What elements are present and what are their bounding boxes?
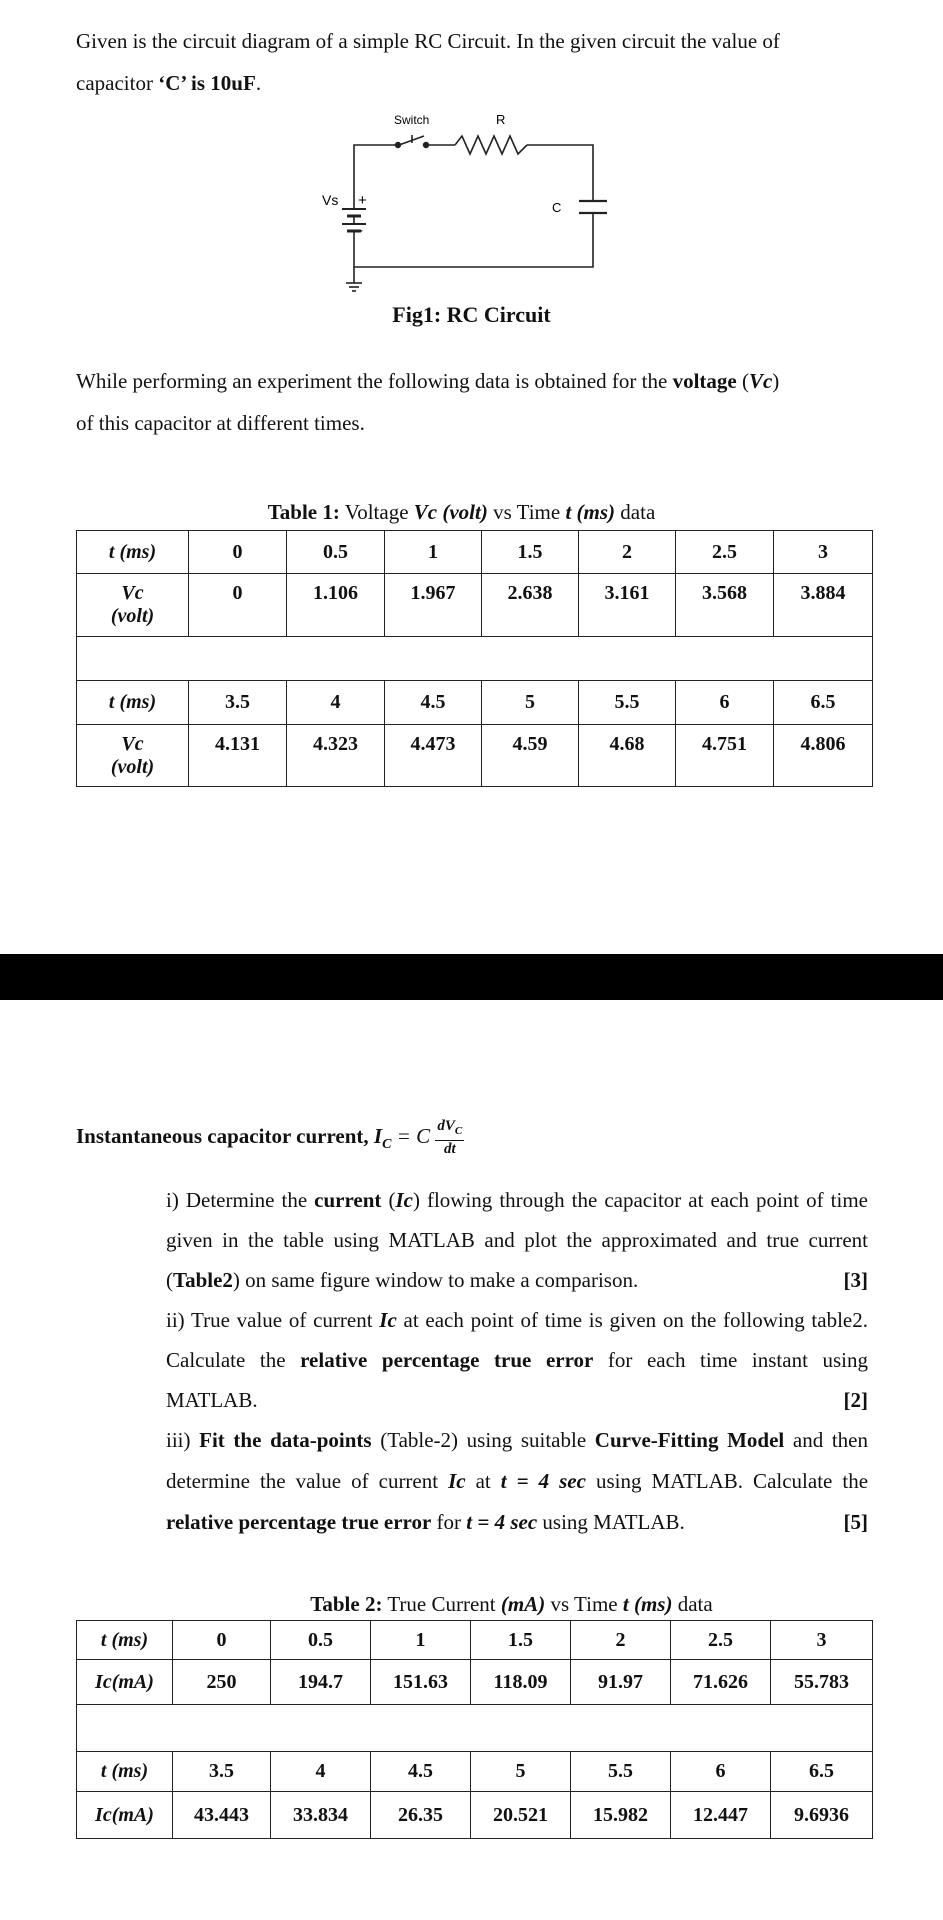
data-paragraph	[76, 360, 868, 444]
table1-voltage-header-1	[77, 574, 189, 637]
table2-caption-text: True Current	[382, 1592, 501, 1616]
q1-marks: [3]	[843, 1268, 868, 1292]
table2-cell: 5.5	[571, 1752, 671, 1792]
table2-spacer-row	[77, 1705, 873, 1752]
table1-cell: 0	[189, 531, 287, 574]
table1-cell: 2.638	[482, 574, 579, 637]
q1-table2: Table2	[173, 1268, 233, 1292]
vc-symbol: Vc	[748, 369, 773, 393]
q2-text-e: for each time instant using MATLAB.	[166, 1348, 868, 1412]
table1-row-voltage-2	[77, 725, 873, 787]
table1-cell: 4	[287, 681, 385, 725]
formula-heading-text: Instantaneous capacitor current,	[76, 1123, 374, 1148]
q3-text-m: using MATLAB.	[537, 1510, 685, 1534]
switch-label: Switch	[394, 113, 430, 127]
figure-caption: Fig1: RC Circuit	[392, 302, 551, 327]
q3-marks: [5]	[843, 1510, 868, 1534]
table2-caption-ma: (mA)	[500, 1592, 546, 1616]
table1-cell: 3.161	[579, 574, 676, 637]
q2-text-a: ii) True value of current	[166, 1308, 380, 1332]
table1	[76, 530, 873, 787]
vs-label: Vs	[322, 192, 339, 208]
table2-time-header-1: t (ms)	[77, 1621, 173, 1660]
table1-caption-vc: Vc	[413, 500, 438, 524]
table1-cell: 4.59	[482, 725, 579, 787]
vc-header: Vc	[121, 582, 144, 604]
table1-cell: 1.106	[287, 574, 385, 637]
table2-cell: 4	[271, 1752, 371, 1792]
table2-cell: 1.5	[471, 1621, 571, 1660]
formula-numerator	[435, 1118, 464, 1141]
q2-marks: [2]	[843, 1388, 868, 1412]
table2-caption	[0, 1592, 943, 1617]
table2-caption-label: Table 2:	[310, 1592, 383, 1616]
question-2	[166, 1300, 868, 1420]
table1-spacer-row	[77, 637, 873, 681]
minus-sign: -	[358, 222, 363, 239]
q3-text-c: (Table-2) using suitable	[371, 1428, 595, 1452]
table1-caption-vs: vs Time	[487, 500, 566, 524]
table2-row-current-2	[77, 1792, 873, 1839]
q3-text-k: for	[431, 1510, 467, 1534]
paren-open: (	[736, 369, 749, 393]
table1-time-header-2: t (ms)	[77, 681, 189, 725]
table2-cell: 43.443	[173, 1792, 271, 1839]
q3-ic: Ic	[448, 1469, 466, 1493]
plus-sign: +	[358, 192, 367, 209]
table2-cell: 250	[173, 1660, 271, 1705]
table1-caption-t: t	[565, 500, 572, 524]
q3-model-phrase: Curve-Fitting Model	[594, 1428, 785, 1452]
table2-cell: 5	[471, 1752, 571, 1792]
table2-time-header-2: t (ms)	[77, 1752, 173, 1792]
table1-caption-volt: (volt)	[437, 500, 488, 524]
table1-cell: 1.967	[385, 574, 482, 637]
table1-cell: 0.5	[287, 531, 385, 574]
formula-denominator: dt	[443, 1141, 456, 1157]
data-paragraph-line-2: of this capacitor at different times.	[76, 411, 365, 435]
table1-cell: 4.131	[189, 725, 287, 787]
table2-caption-ms: (ms)	[628, 1592, 673, 1616]
q1-ic: Ic	[395, 1188, 413, 1212]
ground-icon	[346, 283, 362, 291]
table2-cell: 118.09	[471, 1660, 571, 1705]
q2-text-c: at each point of time is given on the following table2. Calculate the	[166, 1308, 868, 1372]
table1-spacer-cell	[77, 637, 873, 681]
table2-cell: 26.35	[371, 1792, 471, 1839]
table1-cell: 3	[774, 531, 873, 574]
table2-cell: 6.5	[771, 1752, 873, 1792]
table2-cell: 3.5	[173, 1752, 271, 1792]
table2-cell: 0	[173, 1621, 271, 1660]
table2-caption-vs: vs Time	[545, 1592, 623, 1616]
table1-cell: 4.806	[774, 725, 873, 787]
switch-icon	[396, 135, 429, 147]
q1-text-g: ) on same figure window to make a comparison.	[232, 1268, 639, 1292]
table1-cell: 4.751	[676, 725, 774, 787]
q1-text-e: ) flowing through the capacitor at each point of time given in the table using MATLAB and plot the approximated and true current (	[166, 1188, 868, 1292]
table2-cell: 9.6936	[771, 1792, 873, 1839]
table1-cell: 6	[676, 681, 774, 725]
table1-cell: 4.5	[385, 681, 482, 725]
current-formula-heading	[76, 1118, 464, 1158]
data-paragraph-line-1	[76, 360, 868, 402]
q3-t-4sec-2: t = 4 sec	[466, 1510, 538, 1534]
table1-cell: 2.5	[676, 531, 774, 574]
table2-current-header-1: Ic(mA)	[77, 1660, 173, 1705]
table1-row-voltage-1	[77, 574, 873, 637]
volt-header: (volt)	[110, 605, 155, 627]
table2-cell: 15.982	[571, 1792, 671, 1839]
intro-line-2-text: capacitor	[76, 71, 159, 95]
table1-cell: 5.5	[579, 681, 676, 725]
table1-caption-end: data	[615, 500, 656, 524]
table2-caption-t: t	[622, 1592, 629, 1616]
table2-cell: 151.63	[371, 1660, 471, 1705]
table1-voltage-header-2	[77, 725, 189, 787]
page-separator-band	[0, 954, 943, 1000]
table1-cell: 0	[189, 574, 287, 637]
q3-text-i: using MATLAB. Calculate the	[585, 1469, 869, 1493]
q3-text-e: and then determine the value of current	[166, 1428, 868, 1493]
table2-cell: 55.783	[771, 1660, 873, 1705]
table1-cell: 1.5	[482, 531, 579, 574]
table1-caption-ms: (ms)	[571, 500, 616, 524]
table1-cell: 4.68	[579, 725, 676, 787]
intro-paragraph	[76, 20, 868, 104]
paren-close: )	[772, 369, 780, 393]
table1-cell: 1	[385, 531, 482, 574]
table2-cell: 2	[571, 1621, 671, 1660]
table1-cell: 4.473	[385, 725, 482, 787]
table2-row-time-1	[77, 1621, 873, 1660]
capacitor-label: C	[552, 200, 562, 215]
q1-text-c: (	[381, 1188, 396, 1212]
table2-caption-end: data	[672, 1592, 713, 1616]
q3-t-4sec: t = 4 sec	[500, 1469, 586, 1493]
table1-row-time-2	[77, 681, 873, 725]
voltage-word: voltage	[672, 369, 737, 393]
resistor-icon	[455, 136, 527, 154]
table1-cell: 4.323	[287, 725, 385, 787]
q1-current-word: current	[314, 1188, 382, 1212]
formula-dv: dV	[437, 1118, 455, 1134]
formula-dv-sub: C	[454, 1125, 463, 1137]
table1-time-header-1: t (ms)	[77, 531, 189, 574]
table2	[76, 1620, 873, 1839]
capacitor-icon	[579, 201, 607, 213]
table2-cell: 0.5	[271, 1621, 371, 1660]
table2-cell: 3	[771, 1621, 873, 1660]
formula-ic: I	[373, 1123, 383, 1148]
formula-ic-sub: C	[382, 1137, 392, 1152]
table1-cell: 3.568	[676, 574, 774, 637]
table1-row-time-1	[77, 531, 873, 574]
question-3	[166, 1420, 868, 1543]
rc-circuit-diagram	[300, 105, 620, 295]
q3-text-g: at	[465, 1469, 501, 1493]
question-1	[166, 1180, 868, 1300]
intro-line-2	[76, 62, 868, 104]
table1-cell: 6.5	[774, 681, 873, 725]
capacitor-value: ‘C’ is 10uF	[158, 71, 256, 95]
table1-cell: 3.884	[774, 574, 873, 637]
table2-cell: 2.5	[671, 1621, 771, 1660]
table1-cell: 3.5	[189, 681, 287, 725]
table2-cell: 20.521	[471, 1792, 571, 1839]
table1-caption-label: Table 1:	[267, 500, 340, 524]
table2-cell: 71.626	[671, 1660, 771, 1705]
intro-line-1: Given is the circuit diagram of a simple RC Circuit. In the given circuit the value of	[76, 29, 780, 53]
table1-cell: 2	[579, 531, 676, 574]
formula-fraction	[435, 1118, 464, 1158]
vc-header: Vc	[121, 733, 144, 755]
resistor-label: R	[496, 112, 506, 127]
table2-row-time-2	[77, 1752, 873, 1792]
intro-line-2-end: .	[255, 71, 262, 95]
table2-spacer-cell	[77, 1705, 873, 1752]
table2-cell: 6	[671, 1752, 771, 1792]
data-paragraph-text: While performing an experiment the following data is obtained for the	[76, 369, 673, 393]
q3-fit-phrase: Fit the data-points	[199, 1428, 372, 1452]
table1-caption	[0, 500, 943, 525]
table2-current-header-2: Ic(mA)	[77, 1792, 173, 1839]
table2-cell: 91.97	[571, 1660, 671, 1705]
table2-cell: 1	[371, 1621, 471, 1660]
formula-equals-c: = C	[391, 1123, 431, 1148]
table1-caption-text: Voltage	[339, 500, 414, 524]
table2-row-current-1	[77, 1660, 873, 1705]
q3-error-phrase: relative percentage true error	[166, 1510, 432, 1534]
volt-header: (volt)	[110, 756, 155, 778]
q3-text-a: iii)	[166, 1428, 200, 1452]
q2-error-phrase: relative percentage true error	[300, 1348, 594, 1372]
table1-cell: 5	[482, 681, 579, 725]
q2-ic: Ic	[379, 1308, 397, 1332]
table2-cell: 194.7	[271, 1660, 371, 1705]
table2-cell: 12.447	[671, 1792, 771, 1839]
table2-cell: 4.5	[371, 1752, 471, 1792]
table2-cell: 33.834	[271, 1792, 371, 1839]
q1-text-a: i) Determine the	[166, 1188, 315, 1212]
